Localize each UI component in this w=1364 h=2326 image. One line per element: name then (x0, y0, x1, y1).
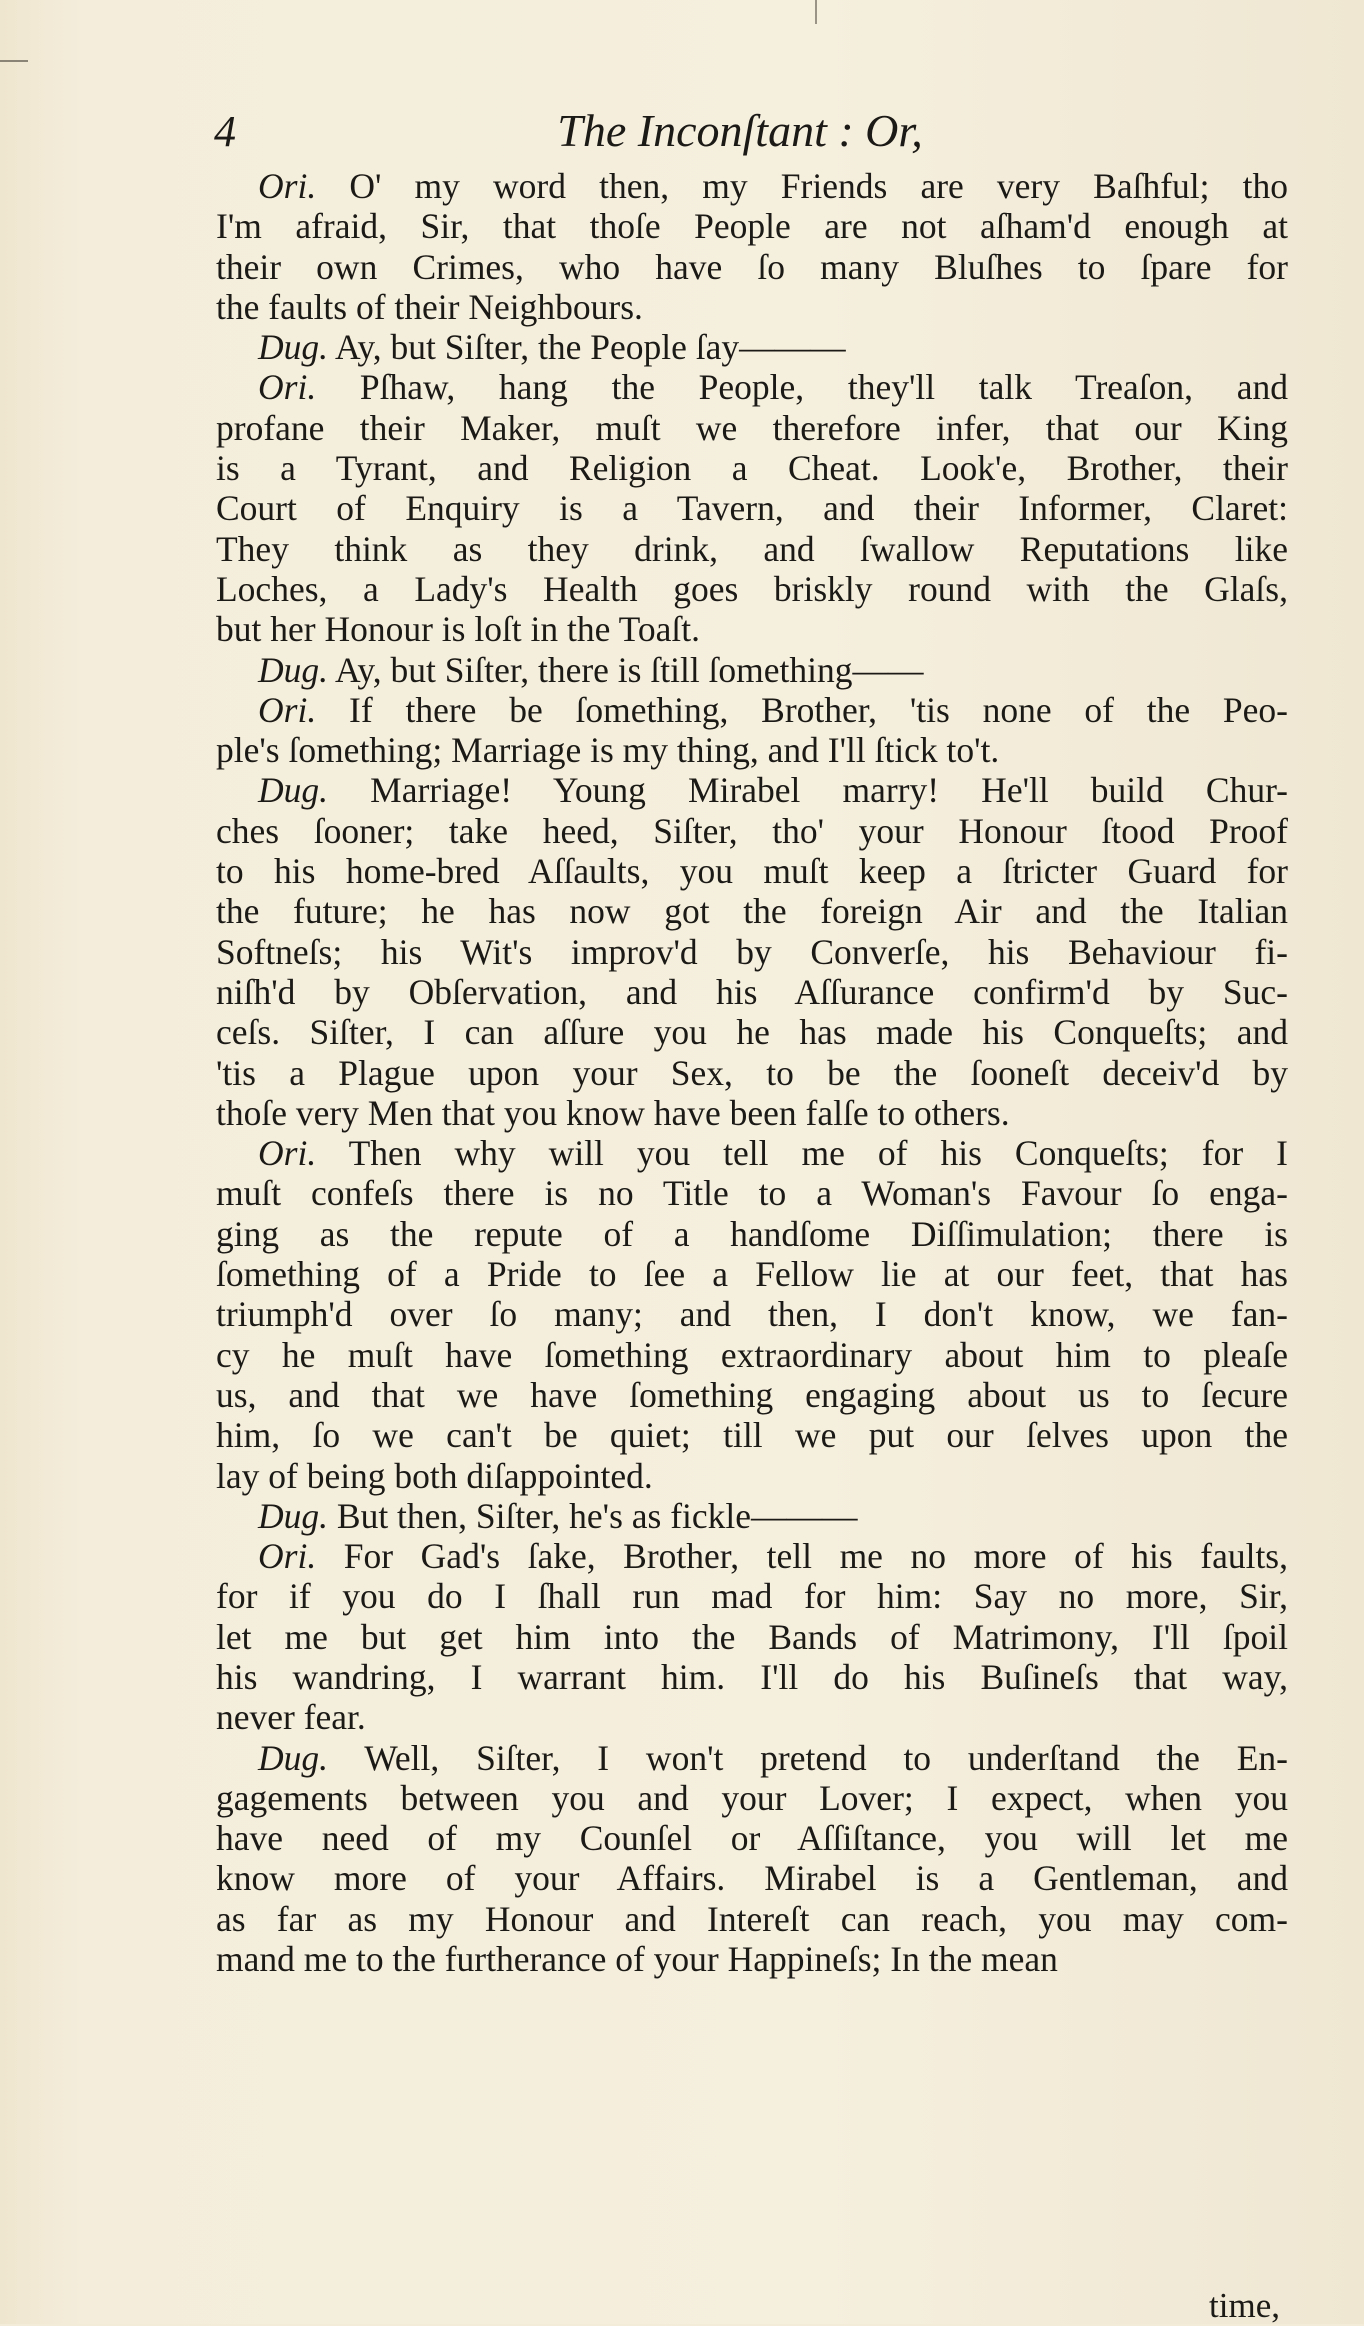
line-text: mand me to the furtherance of your Happineſs; In the mean (216, 1939, 1058, 1980)
margin-rule (0, 60, 28, 62)
text-line (216, 770, 1288, 810)
line-text: ches ſooner; take heed, Siſter, tho' your Honour ſtood Proof (216, 810, 1288, 851)
line-text: I'm afraid, Sir, that thoſe People are not aſham'd enough at (216, 206, 1288, 247)
line-text: is a Tyrant, and Religion a Cheat. Look'e, Brother, their (216, 448, 1288, 489)
text-line (216, 488, 1288, 528)
line-text: muſt confeſs there is no Title to a Woman's Favour ſo enga- (216, 1173, 1288, 1214)
text-line (216, 448, 1288, 488)
text-line (216, 1254, 1288, 1294)
line-text: their own Crimes, who have ſo many Bluſhes to ſpare for (216, 246, 1288, 287)
line-text: us, and that we have ſomething engaging about us to ſecure (216, 1374, 1288, 1415)
text-line (216, 609, 1288, 649)
speech-oriana (216, 1536, 1288, 1737)
speaker-name: Dug. (258, 1495, 329, 1536)
text-line (216, 1697, 1288, 1737)
text-line (216, 529, 1288, 569)
speaker-name: Ori. (258, 367, 317, 408)
speaker-name: Dug. (258, 327, 329, 368)
speaker-name: Ori. (258, 689, 317, 730)
text-line (216, 1456, 1288, 1496)
text-line (216, 1496, 1288, 1536)
line-text: O' my word then, my Friends are very Baſhful; tho (349, 166, 1289, 206)
speaker-name: Ori. (258, 1133, 317, 1174)
line-text: gagements between you and your Lover; I expect, when you (216, 1777, 1288, 1818)
line-text: his wandring, I warrant him. I'll do his Buſineſs that way, (216, 1656, 1288, 1697)
text-line (216, 730, 1288, 770)
text-line (216, 1576, 1288, 1616)
speech-oriana (216, 690, 1288, 771)
text-line (216, 891, 1288, 931)
text-line (216, 1214, 1288, 1254)
text-line (216, 1778, 1288, 1818)
line-text: to his home-bred Aſſaults, you muſt keep a ſtricter Guard for (216, 851, 1288, 892)
line-text: Loches, a Lady's Health goes briskly round with the Glaſs, (216, 568, 1288, 609)
text-line (216, 408, 1288, 448)
speaker-name: Ori. (258, 1536, 317, 1577)
text-line (216, 287, 1288, 327)
speech-oriana (216, 367, 1288, 649)
speech-dugard (216, 1496, 1288, 1536)
text-line (216, 247, 1288, 287)
text-line (216, 650, 1288, 690)
line-text: Court of Enquiry is a Tavern, and their Informer, Claret: (216, 488, 1288, 529)
line-text: profane their Maker, muſt we therefore infer, that our King (216, 407, 1288, 448)
speaker-name: Ori. (258, 166, 317, 206)
speech-oriana (216, 166, 1288, 327)
page-header (210, 100, 1270, 164)
line-text: but her Honour is loſt in the Toaſt. (216, 609, 700, 650)
text-line (216, 1858, 1288, 1898)
line-text: Marriage! Young Mirabel marry! He'll build Chur- (370, 770, 1288, 811)
running-title: The Inconſtant : Or, (557, 105, 923, 156)
line-text: Ay, but Siſter, the People ſay——— (334, 327, 846, 368)
speech-oriana (216, 1133, 1288, 1496)
text-line (216, 1818, 1288, 1858)
line-text: Pſhaw, hang the People, they'll talk Treaſon, and (359, 367, 1288, 408)
text-line (216, 1335, 1288, 1375)
line-text: 'tis a Plague upon your Sex, to be the ſooneſt deceiv'd by (216, 1052, 1288, 1093)
line-text: If there be ſomething, Brother, 'tis none of the Peo- (349, 689, 1288, 730)
line-text: ceſs. Siſter, I can aſſure you he has made his Conqueſts; and (216, 1012, 1288, 1053)
text-line (216, 1657, 1288, 1697)
text-line (216, 166, 1288, 206)
line-text: as far as my Honour and Intereſt can reach, you may com- (216, 1898, 1288, 1939)
text-line (216, 1617, 1288, 1657)
line-text: have need of my Counſel or Aſſiſtance, you will let me (216, 1818, 1288, 1859)
text-line (216, 1012, 1288, 1052)
catchword: time, (1209, 2286, 1280, 2325)
text-line (216, 1738, 1288, 1778)
text-line (216, 1536, 1288, 1576)
text-line (216, 1093, 1288, 1133)
line-text: cy he muſt have ſomething extraordinary about him to pleaſe (216, 1334, 1288, 1375)
line-text: Then why will you tell me of his Conqueſts; for I (348, 1133, 1289, 1174)
text-line (216, 367, 1288, 407)
text-line (216, 851, 1288, 891)
text-line (216, 932, 1288, 972)
line-text: let me but get him into the Bands of Matrimony, I'll ſpoil (216, 1616, 1288, 1657)
line-text: thoſe very Men that you know have been falſe to others. (216, 1092, 1010, 1133)
line-text: Softneſs; his Wit's improv'd by Converſe, his Behaviour fi- (216, 931, 1288, 972)
text-line (216, 1939, 1288, 1979)
dialogue-text (216, 166, 1288, 1979)
speech-dugard (216, 650, 1288, 690)
speech-dugard (216, 327, 1288, 367)
line-text: him, ſo we can't be quiet; till we put our ſelves upon the (216, 1415, 1288, 1456)
text-line (216, 206, 1288, 246)
speaker-name: Dug. (258, 649, 329, 690)
page-number: 4 (214, 107, 236, 156)
line-text: niſh'd by Obſervation, and his Aſſurance confirm'd by Suc- (216, 971, 1288, 1012)
line-text: know more of your Affairs. Mirabel is a Gentleman, and (216, 1858, 1288, 1899)
line-text: the future; he has now got the foreign Air and the Italian (216, 891, 1288, 932)
line-text: They think as they drink, and ſwallow Reputations like (216, 528, 1288, 569)
line-text: lay of being both diſappointed. (216, 1455, 653, 1496)
line-text: But then, Siſter, he's as fickle——— (336, 1495, 858, 1536)
speaker-name: Dug. (258, 1737, 329, 1778)
line-text: For Gad's ſake, Brother, tell me no more of his faults, (343, 1536, 1289, 1577)
text-line (216, 569, 1288, 609)
text-line (216, 327, 1288, 367)
line-text: ſomething of a Pride to ſee a Fellow lie at our feet, that has (216, 1254, 1288, 1295)
line-text: never fear. (216, 1697, 366, 1738)
speech-dugard (216, 1738, 1288, 1980)
text-line (216, 1899, 1288, 1939)
line-text: for if you do I ſhall run mad for him: Say no more, Sir, (216, 1576, 1288, 1617)
text-line (216, 1375, 1288, 1415)
text-line (216, 811, 1288, 851)
line-text: Well, Siſter, I won't pretend to underſtand the En- (364, 1737, 1289, 1778)
line-text: Ay, but Siſter, there is ſtill ſomething—— (334, 649, 924, 690)
text-line (216, 1133, 1288, 1173)
text-line (216, 1053, 1288, 1093)
text-line (216, 1294, 1288, 1334)
line-text: ple's ſomething; Marriage is my thing, and I'll ſtick to't. (216, 730, 1000, 771)
text-line (216, 1415, 1288, 1455)
text-line (216, 690, 1288, 730)
line-text: the faults of their Neighbours. (216, 286, 643, 327)
speaker-name: Dug. (258, 770, 329, 811)
line-text: triumph'd over ſo many; and then, I don't know, we fan- (216, 1294, 1288, 1335)
text-line (216, 1173, 1288, 1213)
scan-mark (815, 0, 817, 24)
speech-dugard (216, 770, 1288, 1133)
line-text: ging as the repute of a handſome Diſſimulation; there is (216, 1213, 1288, 1254)
text-line (216, 972, 1288, 1012)
